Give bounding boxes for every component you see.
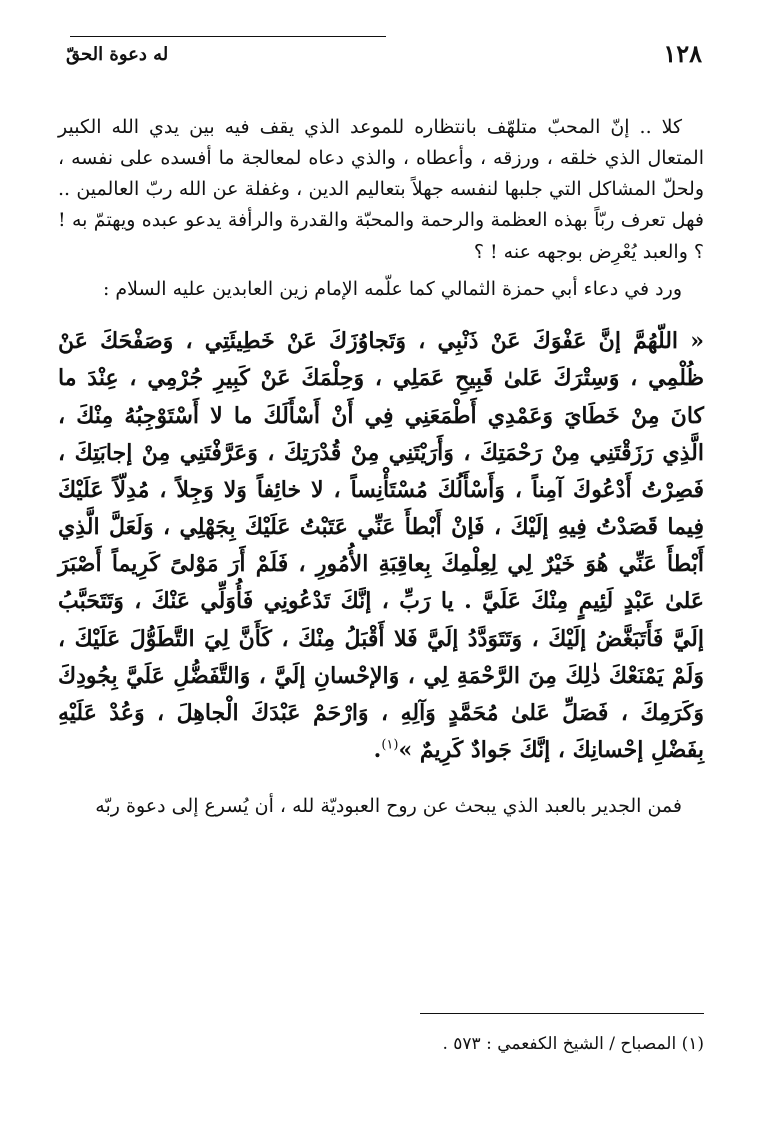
page-header — [58, 34, 702, 74]
running-title: له دعوة الحقّ — [66, 44, 169, 65]
header-rule — [70, 36, 386, 37]
footnote: (١) المصباح / الشيخ الكفعمي : ٥٧٣ . — [442, 1034, 704, 1054]
footnote-marker: (١) — [381, 737, 399, 753]
prayer-body: « اللّهُمَّ إنَّ عَفْوَكَ عَنْ ذَنْبِي ، وَتَجاوُزَكَ عَنْ خَطِيئَتِي ، وَصَفْحَكَ عَنْ ظُلْمِي ، وَسِتْرَكَ عَلىٰ قَبِيحِ عَمَلِي ، وَحِلْمَكَ عَنْ كَبِيرِ جُرْمِي ، عِنْدَ ما كانَ مِنْ خَطَايَ وَعَمْدِي أَطْمَعَنِي فِي أَنْ أَسْأَلَكَ ما لا أَسْتَوْجِبُهُ مِنْكَ ، الَّذِي رَزَقْتَنِي مِنْ رَحْمَتِكَ ، وَأَرَيْتَنِي مِنْ قُدْرَتِكَ ، وَعَرَّفْتَنِي مِنْ إجابَتِكَ ، فَصِرْتُ أَدْعُوكَ آمِناً ، وَأَسْأَلُكَ مُسْتَأْنِساً ، لا خائِفاً وَلا وَجِلاً ، مُدِلّاً عَلَيْكَ فِيما قَصَدْتُ فِيهِ إلَيْكَ ، فَإنْ أَبْطأَ عَنِّي عَتَبْتُ عَلَيْكَ بِجَهْلِي ، وَلَعَلَّ الَّذِي أَبْطأَ عَنِّي هُوَ خَيْرٌ لِي لِعِلْمِكَ بِعاقِبَةِ الأُمُورِ ، فَلَمْ أَرَ مَوْلىً كَرِيماً أَصْبَرَ عَلىٰ عَبْدٍ لَئِيمٍ مِنْكَ عَلَيَّ . يا رَبِّ ، إنَّكَ تَدْعُونِي فَأُوَلِّي عَنْكَ ، وَتَتَحَبَّبُ إلَيَّ فَأَتَبَغَّضُ إلَيْكَ ، وَتَتَوَدَّدُ إلَيَّ فَلا أَقْبَلُ مِنْكَ ، كَأَنَّ لِيَ التَّطَوُّلَ عَلَيْكَ ، وَلَمْ يَمْنَعْكَ ذٰلِكَ مِنَ الرَّحْمَةِ لِي ، وَالإحْسانِ إلَيَّ ، وَالتَّفَضُّلِ عَلَيَّ بِجُودِكَ وَكَرَمِكَ ، فَصَلِّ عَلىٰ مُحَمَّدٍ وَآلِهِ ، وَارْحَمْ عَبْدَكَ الْجاهِلَ ، وَعُدْ عَلَيْهِ بِفَضْلِ إحْسانِكَ ، إنَّكَ جَوادٌ كَرِيمٌ » — [58, 328, 704, 764]
footnote-rule — [420, 1013, 704, 1014]
prayer-text: « اللّهُمَّ إنَّ عَفْوَكَ عَنْ ذَنْبِي ، وَتَجاوُزَكَ عَنْ خَطِيئَتِي ، وَصَفْحَكَ عَنْ ظُلْمِي ، وَسِتْرَكَ عَلىٰ قَبِيحِ عَمَلِي ، وَحِلْمَكَ عَنْ كَبِيرِ جُرْمِي ، عِنْدَ ما كانَ مِنْ خَطَايَ وَعَمْدِي أَطْمَعَنِي فِي أَنْ أَسْأَلَكَ ما لا أَسْتَوْجِبُهُ مِنْكَ ، الَّذِي رَزَقْتَنِي مِنْ رَحْمَتِكَ ، وَأَرَيْتَنِي مِنْ قُدْرَتِكَ ، وَعَرَّفْتَنِي مِنْ إجابَتِكَ ، فَصِرْتُ أَدْعُوكَ آمِناً ، وَأَسْأَلُكَ مُسْتَأْنِساً ، لا خائِفاً وَلا وَجِلاً ، مُدِلّاً عَلَيْكَ فِيما قَصَدْتُ فِيهِ إلَيْكَ ، فَإنْ أَبْطأَ عَنِّي عَتَبْتُ عَلَيْكَ بِجَهْلِي ، وَلَعَلَّ الَّذِي أَبْطأَ عَنِّي هُوَ خَيْرٌ لِي لِعِلْمِكَ بِعاقِبَةِ الأُمُورِ ، فَلَمْ أَرَ مَوْلىً كَرِيماً أَصْبَرَ عَلىٰ عَبْدٍ لَئِيمٍ مِنْكَ عَلَيَّ . يا رَبِّ ، إنَّكَ تَدْعُونِي فَأُوَلِّي عَنْكَ ، وَتَتَحَبَّبُ إلَيَّ فَأَتَبَغَّضُ إلَيْكَ ، وَتَتَوَدَّدُ إلَيَّ فَلا أَقْبَلُ مِنْكَ ، كَأَنَّ لِيَ التَّطَوُّلَ عَلَيْكَ ، وَلَمْ يَمْنَعْكَ ذٰلِكَ مِنَ الرَّحْمَةِ لِي ، وَالإحْسانِ إلَيَّ ، وَالتَّفَضُّلِ عَلَيَّ بِجُودِكَ وَكَرَمِكَ ، فَصَلِّ عَلىٰ مُحَمَّدٍ وَآلِهِ ، وَارْحَمْ عَبْدَكَ الْجاهِلَ ، وَعُدْ عَلَيْهِ بِفَضْلِ إحْسانِكَ ، إنَّكَ جَوادٌ كَرِيمٌ »$^{(١)}$. — [58, 328, 704, 764]
closing-paragraph: فمن الجدير بالعبد الذي يبحث عن روح العبوديّة لله ، أن يُسرع إلى دعوة ربّه — [95, 795, 682, 818]
body-paragraph-1: كلا .. إنّ المحبّ متلهّف بانتظاره للموعد الذي يقف فيه بين يدي الله الكبير المتعال الذي خلقه ، ورزقه ، وأعطاه ، والذي دعاه لمعالجة ما أفسده على نفسه ، ولحلّ المشاكل التي جلبها لنفسه جهلاً بتعاليم الدين ، وغفلة عن الله ربّ العالمين .. فهل تعرف ربّاً بهذه العظمة والرحمة والمحبّة والقدرة والرأفة يدعو عبده ويهتمّ به ! ؟ والعبد يُعْرِض بوجهه عنه ! ؟ — [58, 116, 704, 263]
prayer-intro: ورد في دعاء أبي حمزة الثمالي كما علّمه الإمام زين العابدين عليه السلام : — [102, 277, 682, 300]
page-number: ١٢٨ — [663, 39, 702, 68]
page-content — [58, 112, 704, 841]
